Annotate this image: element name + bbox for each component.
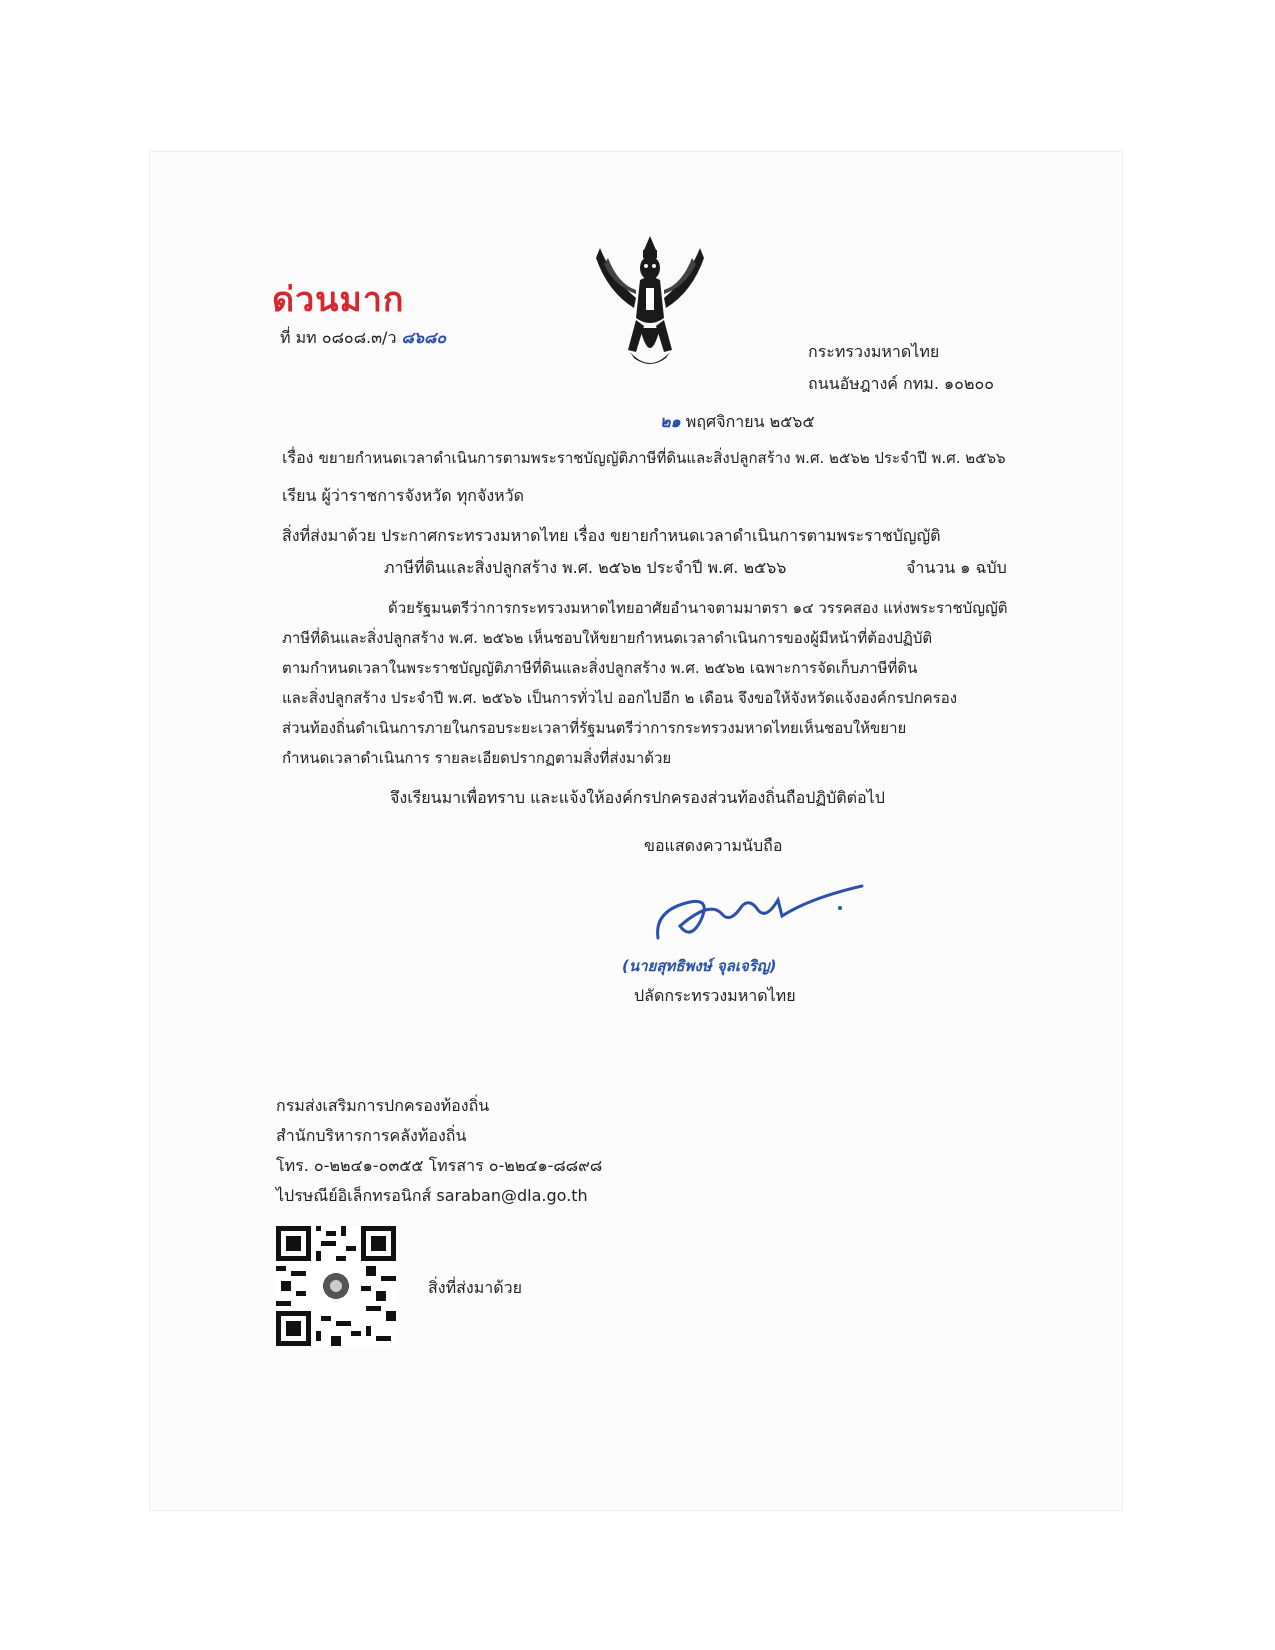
issuer-name: กระทรวงมหาดไทย <box>808 342 940 361</box>
closing-paragraph: จึงเรียนมาเพื่อทราบ และแจ้งให้องค์กรปกครองส่วนท้องถิ่นถือปฏิบัติต่อไป <box>390 788 885 807</box>
signature-mark <box>650 880 865 950</box>
reference-number <box>280 326 446 351</box>
qr-caption: สิ่งที่ส่งมาด้วย <box>428 1278 522 1297</box>
date-day: ๒๑ <box>660 412 681 431</box>
urgency-stamp: ด่วนมาก <box>272 280 405 320</box>
contact-email: ไปรษณีย์อิเล็กทรอนิกส์ saraban@dla.go.th <box>276 1186 588 1205</box>
enclosure-line <box>282 524 941 549</box>
reference-prefix: ที่ มท ๐๘๐๘.๓/ว <box>280 328 397 347</box>
signer-name: (นายสุทธิพงษ์ จุลเจริญ) <box>622 957 777 975</box>
signer-title: ปลัดกระทรวงมหาดไทย <box>634 986 796 1005</box>
enclosure-text-2: ภาษีที่ดินและสิ่งปลูกสร้าง พ.ศ. ๒๕๖๒ ประจำปี พ.ศ. ๒๕๖๖ <box>384 558 787 577</box>
body-line-4: และสิ่งปลูกสร้าง ประจำปี พ.ศ. ๒๕๖๖ เป็นการทั่วไป ออกไปอีก ๒ เดือน จึงขอให้จังหวัดแจ้งองค์กรปกครอง <box>282 689 958 707</box>
body-line-2: ภาษีที่ดินและสิ่งปลูกสร้าง พ.ศ. ๒๕๖๒ เห็นชอบให้ขยายกำหนดเวลาดำเนินการของผู้มีหน้าที่ต้องปฏิบัติ <box>282 629 933 647</box>
body-line-6: กำหนดเวลาดำเนินการ รายละเอียดปรากฏตามสิ่งที่ส่งมาด้วย <box>282 749 672 767</box>
recipient-text: ผู้ว่าราชการจังหวัด ทุกจังหวัด <box>321 486 525 505</box>
date-month-year: พฤศจิกายน ๒๕๖๕ <box>685 412 815 431</box>
subject-label: เรื่อง <box>282 448 314 467</box>
department-name: กรมส่งเสริมการปกครองท้องถิ่น <box>276 1096 490 1115</box>
reference-handwritten-number: ๘๖๘๐ <box>401 328 447 347</box>
division-name: สำนักบริหารการคลังท้องถิ่น <box>276 1126 467 1145</box>
body-line-3: ตามกำหนดเวลาในพระราชบัญญัติภาษีที่ดินและสิ่งปลูกสร้าง พ.ศ. ๒๕๖๒ เฉพาะการจัดเก็บภาษีที่ดิน <box>282 659 918 677</box>
body-line-1: ด้วยรัฐมนตรีว่าการกระทรวงมหาดไทยอาศัยอำนาจตามมาตรา ๑๔ วรรคสอง แห่งพระราชบัญญัติ <box>388 599 1008 617</box>
enclosure-text-1: ประกาศกระทรวงมหาดไทย เรื่อง ขยายกำหนดเวลาดำเนินการตามพระราชบัญญัติ <box>381 526 941 545</box>
body-line-5: ส่วนท้องถิ่นดำเนินการภายในกรอบระยะเวลาที่รัฐมนตรีว่าการกระทรวงมหาดไทยเห็นชอบให้ขยาย <box>282 719 907 737</box>
enclosure-count: จำนวน ๑ ฉบับ <box>906 558 1007 577</box>
document-date <box>660 410 815 435</box>
recipient-line <box>282 484 524 509</box>
qr-code-icon <box>276 1226 396 1346</box>
enclosure-label: สิ่งที่ส่งมาด้วย <box>282 526 376 545</box>
recipient-label: เรียน <box>282 486 317 505</box>
subject-text: ขยายกำหนดเวลาดำเนินการตามพระราชบัญญัติภาษีที่ดินและสิ่งปลูกสร้าง พ.ศ. ๒๕๖๒ ประจำปี พ.ศ. ๒๕๖๖ <box>318 449 1006 467</box>
contact-phone: โทร. ๐-๒๒๔๑-๐๓๕๕ โทรสาร ๐-๒๒๔๑-๘๘๙๘ <box>276 1156 603 1175</box>
closing-salutation: ขอแสดงความนับถือ <box>644 836 783 855</box>
garuda-emblem-icon <box>590 228 710 378</box>
issuer-address: ถนนอัษฎางค์ กทม. ๑๐๒๐๐ <box>808 374 994 393</box>
subject-line <box>282 446 1006 471</box>
